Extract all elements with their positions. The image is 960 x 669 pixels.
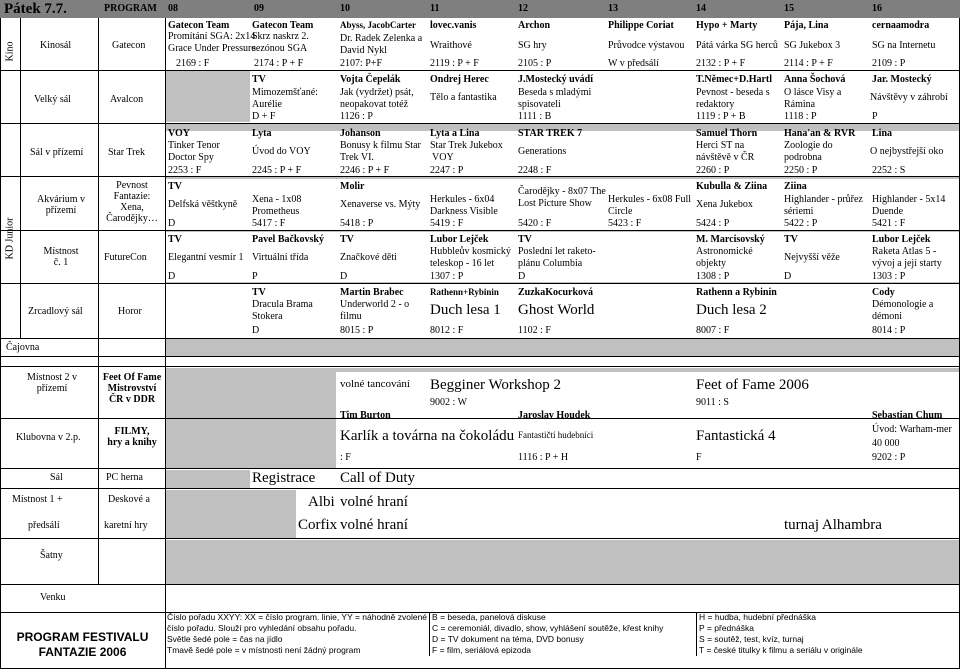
event-code: D [168, 271, 176, 282]
legend-cell: B = beseda, panelová diskuse [430, 612, 697, 623]
event-title: Martin Brabec [340, 287, 404, 298]
event-name: Prometheus [252, 206, 300, 217]
event-code: 2252 : S [872, 165, 906, 176]
event-name: Delfská věštkyně [168, 199, 238, 210]
room-klubovna: Klubovna v 2.p. [16, 432, 81, 443]
legend-row [165, 623, 957, 634]
event-title: STAR TREK 7 [518, 128, 583, 139]
track-star-trek: Star Trek [108, 147, 145, 158]
event-name: O lásce Visy a [784, 87, 842, 98]
legend-cell: C = ceremoniál, divadlo, show, vyhlášení soutěže, křest knihy [430, 623, 697, 634]
track-pevnost-fantazie: Pevnost Fantazie: Xena, Čarodějky… [106, 180, 158, 224]
event-title: M. Marcisovský [696, 234, 765, 245]
event-name: Průvodce výstavou [608, 40, 685, 51]
room-zrcadlovy-sal: Zrcadlový sál [28, 306, 83, 317]
event-name: Jak (vydržet) psát, [340, 87, 414, 98]
event-code: 5418 : P [340, 218, 374, 229]
event-code: 2245 : P + F [252, 165, 302, 176]
event-code: D [518, 271, 526, 282]
event-code: 1307 : P [430, 271, 464, 282]
event-name: objekty [696, 258, 726, 269]
event-code: 2248 : F [518, 165, 552, 176]
event-name: Dr. Radek Zelenka a [340, 33, 423, 44]
event-name: neopakovat totéž [340, 99, 409, 110]
event-name: Karlík a továrna na čokoládu [340, 428, 515, 444]
track-horor: Horor [118, 306, 142, 317]
room-venku: Venku [40, 592, 66, 603]
event-title: Johanson [340, 128, 381, 139]
event-code: 2169 : F [176, 58, 210, 69]
row-line [0, 230, 960, 231]
event-title: TV [518, 234, 532, 245]
event-title: Abyss, JacobCarter [340, 20, 416, 30]
page-title: Pátek 7.7. [4, 1, 67, 17]
room-kinosal: Kinosál [40, 40, 72, 51]
event-name: Herkules - 6x04 [430, 194, 495, 205]
event-name: Ghost World [518, 302, 595, 318]
hour-08: 08 [168, 3, 178, 14]
hour-15: 15 [784, 3, 794, 14]
event-name: volné hraní [340, 494, 408, 510]
legend-cell: Světle šedé pole = čas na jídlo [165, 634, 430, 645]
row-line [0, 283, 960, 284]
event-name: Rámina [784, 99, 816, 110]
event-name: Duch lesa 2 [696, 302, 767, 318]
event-title: Jar. Mostecký [872, 74, 932, 85]
event-code: 1118 : P [784, 111, 817, 122]
col-line [98, 18, 99, 584]
event-name: Značkové děti [340, 252, 397, 263]
legend-cell: T = české titulky k filmu a seriálu v originále [699, 645, 863, 655]
event-title: Samuel Thorn [696, 128, 758, 139]
event-code: 5419 : F [430, 218, 464, 229]
event-title: TV [252, 287, 266, 298]
meal-band [166, 70, 250, 122]
event-code: D [784, 271, 792, 282]
col-line [0, 18, 1, 668]
event-name: Zoologie do [784, 140, 833, 151]
legend-cell: D = TV dokument na téma, DVD bonusy [430, 634, 697, 645]
event-title: Lyta a Lina [430, 128, 480, 139]
event-name: Generations [518, 146, 567, 157]
event-name: Fantastická 4 [696, 428, 776, 444]
event-title: Gatecon Team [252, 20, 314, 31]
event-title: J.Mostecký uvádí [518, 74, 593, 85]
hour-12: 12 [518, 3, 528, 14]
event-name: Xenaverse vs. Mýty [340, 199, 421, 210]
event-name: SG hry [518, 40, 547, 51]
event-title: Vojta Čepelák [340, 74, 401, 85]
track-avalcon: Avalcon [110, 94, 144, 105]
event-name: Čarodějky - 8x07 The [518, 186, 606, 197]
event-name: turnaj Alhambra [784, 517, 882, 533]
room-mistnost-1-predsali: Místnost 1 + [12, 494, 63, 505]
event-name: Feet of Fame 2006 [696, 377, 809, 393]
event-title: Pavel Bačkovský [252, 234, 324, 245]
event-name: Fantastičtí hudebníci [518, 430, 594, 440]
row-line [0, 538, 960, 539]
track-futurecon: FutureCon [104, 252, 147, 263]
row-line [0, 366, 960, 367]
event-name: Skrz naskrz 2. [252, 31, 309, 42]
event-name: spisovateli [518, 99, 561, 110]
event-code: P [252, 271, 258, 282]
room-mistnost-1: Místnost č. 1 [43, 246, 79, 268]
event-title: Molir [340, 181, 365, 192]
event-name: Pátá várka SG herců [696, 40, 778, 51]
row-line [0, 418, 960, 419]
event-title: TV [168, 181, 182, 192]
event-code: 1102 : F [518, 325, 551, 336]
legend-row [165, 634, 957, 645]
event-title: Anna Šochová [784, 74, 846, 85]
room-sal-v-prizemi: Sál v přízemí [30, 147, 84, 158]
event-title: ZuzkaKocurková [518, 287, 594, 298]
legend-cell: Číslo pořadu XXYY: XX = číslo program. linie, YY = náhodně zvolené [165, 612, 430, 623]
col-line [20, 18, 21, 338]
row-line [0, 70, 960, 71]
event-title: Pája, Lina [784, 20, 829, 31]
event-title: TV [784, 234, 798, 245]
event-name: volné tancování [340, 378, 410, 390]
event-name: Xena Jukebox [696, 199, 753, 210]
empty-band [166, 490, 296, 538]
legend-cell: číslo pořadu. Slouží pro vyhledání obsahu pořadu. [165, 623, 430, 634]
event-name: SG Jukebox 3 [784, 40, 841, 51]
event-name: Tinker Tenor [168, 140, 220, 151]
event-name: O nejbystřejší oko [870, 146, 944, 157]
track-gatecon: Gatecon [112, 40, 146, 51]
event-title: Lyta [252, 128, 272, 139]
event-name: Promítání SGA: 2x14 [168, 31, 256, 42]
event-code: 2247 : P [430, 165, 464, 176]
event-name: Raketa Atlas 5 - [872, 246, 937, 257]
event-code: 2174 : P + F [254, 58, 304, 69]
event-name: Nejvyšší věže [784, 252, 840, 263]
event-code: P [872, 111, 878, 122]
event-name: Úvod do VOY [252, 146, 311, 157]
event-title: Lubor Lejček [872, 234, 931, 245]
hour-09: 09 [254, 3, 264, 14]
event-name: návštěvě v ČR [696, 152, 755, 163]
event-name: Pevnost - beseda s [696, 87, 770, 98]
event-code: 5423 : F [608, 218, 642, 229]
legend-row [165, 645, 957, 656]
event-name: Grace Under Pressure [168, 43, 256, 54]
event-name: Virtuální třída [252, 252, 309, 263]
event-name: Underworld 2 - o [340, 299, 410, 310]
hour-16: 16 [872, 3, 882, 14]
event-code: 2119 : P + F [430, 58, 479, 69]
event-code: 2250 : P [784, 165, 818, 176]
event-name: Darkness Visible [430, 206, 498, 217]
event-name: Wraithové [430, 40, 472, 51]
event-name: Bonusy k filmu Star [340, 140, 421, 151]
event-code: W v předsálí [608, 58, 659, 69]
event-title: Lubor Lejček [430, 234, 489, 245]
event-code: 5420 : F [518, 218, 552, 229]
event-code: F [696, 452, 702, 463]
cajovna-band [166, 338, 960, 356]
event-code: D + F [252, 111, 276, 122]
event-name: Poslední let raketo- [518, 246, 596, 257]
event-title: Rathenn+Rybinin [430, 287, 499, 297]
track-pc-herna: PC herna [106, 472, 143, 483]
event-name: volné hraní [340, 517, 408, 533]
room-velky-sal: Velký sál [34, 94, 71, 105]
event-name: Mimozemšťané: [252, 87, 318, 98]
event-title: Hana'an & RVR [784, 128, 856, 139]
event-name: filmu [340, 311, 362, 322]
event-title: Ondrej Herec [430, 74, 489, 85]
satny-venku-band [166, 540, 960, 584]
event-title: Lina [872, 128, 893, 139]
event-name: podrobna [784, 152, 822, 163]
event-title: TV [340, 234, 354, 245]
event-name: Highlander - průřez [784, 194, 863, 205]
event-title: Jaroslav Houdek [518, 410, 591, 421]
event-name: Circle [608, 206, 633, 217]
festival-title: PROGRAM FESTIVALU FANTAZIE 2006 [16, 630, 149, 659]
event-code: 5421 : F [872, 218, 906, 229]
event-name: Návštěvy v záhrobí [870, 92, 948, 103]
event-title: Philippe Coriat [608, 20, 674, 31]
event-code: 9011 : S [696, 397, 729, 408]
program-label: PROGRAM [104, 3, 157, 14]
room-mistnost-2: Místnost 2 v přízemí [26, 372, 77, 394]
event-code: 2253 : F [168, 165, 202, 176]
hour-11: 11 [430, 3, 440, 14]
event-title: Albi [308, 494, 335, 510]
event-code: 8015 : P [340, 325, 374, 336]
event-code: 8012 : F [430, 325, 464, 336]
event-title: lovec.vanis [430, 20, 477, 31]
legend-cell: F = film, seriálová epizoda [430, 645, 697, 656]
event-name: 40 000 [872, 438, 900, 449]
event-code: 8007 : F [696, 325, 730, 336]
event-name: David Nykl [340, 45, 387, 56]
legend-table [165, 612, 957, 656]
event-name: Trek VI. [340, 152, 374, 163]
event-title: TV [168, 234, 182, 245]
event-code: 1308 : P [696, 271, 730, 282]
row-line [0, 468, 960, 469]
event-name: Xena - 1x08 [252, 194, 302, 205]
side-label-kino: Kino [4, 41, 16, 62]
event-title: T.Němec+D.Hartl [696, 74, 773, 85]
legend-cell: S = soutěž, test, kvíz, turnaj [699, 634, 804, 644]
event-name: sezónou SGA [252, 43, 308, 54]
event-code: 1116 : P + H [518, 452, 569, 463]
event-code: 2246 : P + F [340, 165, 390, 176]
event-code: 1119 : P + B [696, 111, 746, 122]
event-code: 2114 : P + F [784, 58, 833, 69]
event-code: 9002 : W [430, 397, 468, 408]
header-row [0, 0, 960, 18]
room-akvarium: Akvárium v přízemí [36, 194, 86, 216]
event-title: Gatecon Team [168, 20, 230, 31]
event-name: plánu Columbia [518, 258, 583, 269]
event-name: Stokera [252, 311, 283, 322]
side-label-kd-junior: KD Junior [4, 217, 16, 260]
hour-13: 13 [608, 3, 618, 14]
event-code: D [252, 325, 260, 336]
event-name: Aurélie [252, 99, 282, 110]
row-line [0, 176, 960, 177]
event-code: 5424 : P [696, 218, 730, 229]
row-line [0, 356, 960, 357]
event-code: 8014 : P [872, 325, 906, 336]
event-code: 1303 : P [872, 271, 906, 282]
row-line [0, 488, 960, 489]
legend-cell: Tmavě šedé pole = v místnosti není žádný program [165, 645, 430, 656]
col-line [165, 18, 166, 668]
event-name: Elegantní vesmír 1 [168, 252, 244, 263]
event-code: 2105 : P [518, 58, 552, 69]
event-name: Tělo a fantastika [430, 92, 497, 103]
event-name: SG na Internetu [872, 40, 936, 51]
event-name: sériemi [784, 206, 814, 217]
event-code: 1126 : P [340, 111, 373, 122]
event-title: Ziina [784, 181, 807, 192]
event-title: Tim Burton [340, 410, 391, 421]
event-title: Kubulla & Ziina [696, 181, 768, 192]
event-code: 9202 : P [872, 452, 906, 463]
event-title: Archon [518, 20, 551, 31]
event-code: 2107: P+F [340, 58, 383, 69]
event-code: 2132 : P + F [696, 58, 746, 69]
event-name: Registrace [252, 470, 316, 486]
event-code: 5417 : F [252, 218, 286, 229]
gap-band [336, 368, 960, 372]
event-name: redaktory [696, 99, 735, 110]
track-deskove: Deskové a [108, 494, 150, 505]
track-feet-of-fame: Feet Of Fame Mistrovství ČR v DDR [102, 372, 162, 405]
event-code: 5422 : P [784, 218, 818, 229]
event-title: Rathenn a Rybinin [696, 287, 777, 298]
event-code: 1111 : B [518, 111, 552, 122]
event-name: Herci ST na [696, 140, 745, 151]
event-code: D [168, 218, 176, 229]
legend-cell: H = hudba, hudební přednáška [699, 612, 817, 622]
event-name: Duch lesa 1 [430, 302, 501, 318]
room-sal: Sál [50, 472, 63, 483]
legend-cell: P = přednáška [699, 623, 754, 633]
event-name: Beseda s mladými [518, 87, 592, 98]
row-line [0, 584, 960, 585]
event-name: Démonologie a [872, 299, 934, 310]
event-name: vývoj a její starty [872, 258, 942, 269]
event-title: Corfix [298, 517, 338, 533]
event-title: Sebastian Chum [872, 410, 943, 421]
event-name: Star Trek Jukebox [430, 140, 503, 151]
event-title: TV [252, 74, 266, 85]
room-predsali: předsálí [28, 520, 60, 531]
event-name: VOY [432, 152, 454, 163]
track-filmy: FILMY, hry a knihy [107, 426, 157, 448]
legend-row [165, 612, 957, 623]
row-line [0, 338, 960, 339]
event-code: : F [340, 452, 351, 463]
event-title: Cody [872, 287, 895, 298]
event-title: cernaamodra [872, 20, 930, 31]
hour-10: 10 [340, 3, 350, 14]
event-name: Doctor Spy [168, 152, 214, 163]
event-name: Begginer Workshop 2 [430, 377, 562, 393]
room-satny: Šatny [40, 550, 63, 561]
event-name: Lost Picture Show [518, 198, 592, 209]
room-cajovna: Čajovna [6, 342, 40, 353]
empty-band [166, 470, 250, 488]
hour-14: 14 [696, 3, 706, 14]
event-name: Highlander - 5x14 [872, 194, 946, 205]
event-name: Dracula Brama [252, 299, 313, 310]
event-name: Duende [872, 206, 904, 217]
event-name: démoni [872, 311, 902, 322]
event-name: teleskop - 16 let [430, 258, 495, 269]
event-name: Úvod: Warham-mer [872, 424, 952, 435]
event-name: Herkules - 6x08 Full [608, 194, 692, 205]
track-karetni-hry: karetní hry [104, 520, 148, 531]
event-name: Astronomické [696, 246, 753, 257]
event-code: D [340, 271, 348, 282]
event-code: 2260 : P [696, 165, 730, 176]
event-title: VOY [168, 128, 191, 139]
event-title: Hypo + Marty [696, 20, 758, 31]
row-line [0, 123, 960, 124]
event-name: Hubbleův kosmický [430, 246, 511, 257]
event-name: Call of Duty [340, 470, 415, 486]
event-code: 2109 : P [872, 58, 906, 69]
